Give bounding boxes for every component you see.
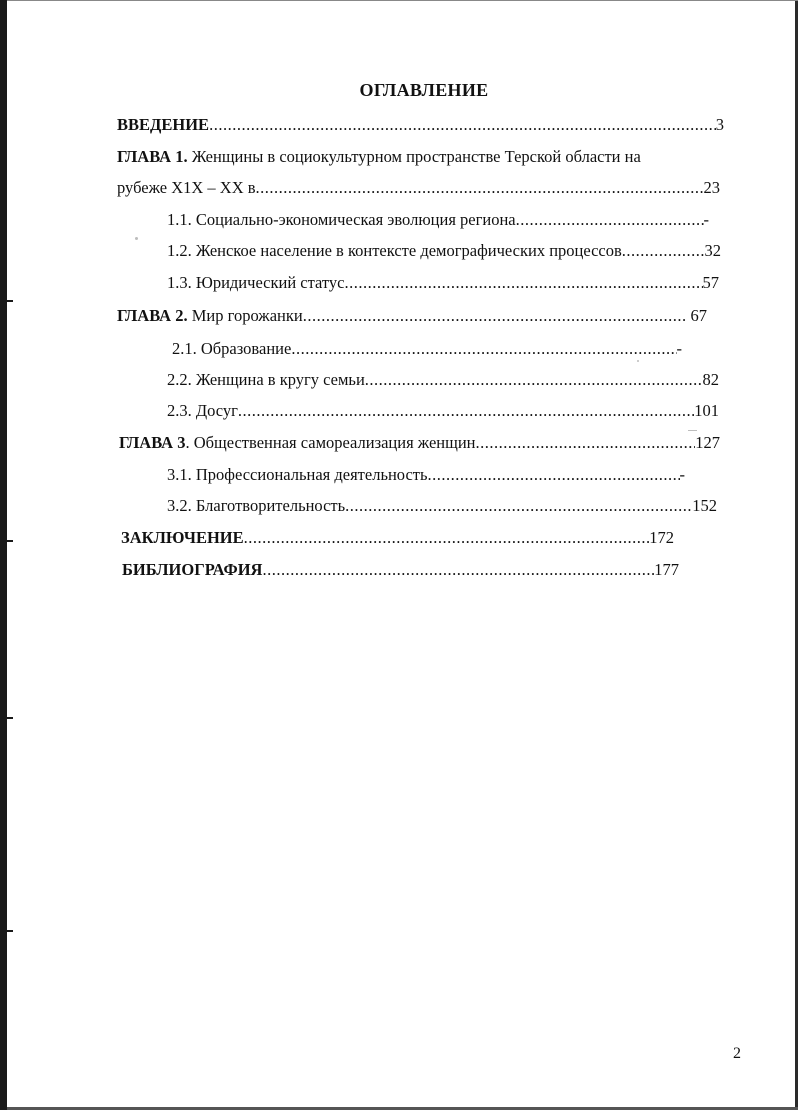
toc-leader: [622, 240, 705, 262]
toc-entry-label: 3.1. Профессиональная деятельность: [167, 465, 428, 484]
toc-entry-label: ВВЕДЕНИЕ: [117, 115, 210, 134]
toc-entry-page: 57: [702, 273, 719, 292]
scan-mark: [7, 930, 13, 932]
page-title: ОГЛАВЛЕНИЕ: [359, 80, 489, 100]
toc-entry-page: -: [703, 210, 709, 229]
toc-entry-1-1[interactable]: [167, 209, 709, 231]
toc-entry-page: 177: [654, 560, 679, 579]
toc-entry-page: 32: [704, 241, 721, 260]
toc-entry-label: 2.2. Женщина в кругу семьи: [167, 370, 365, 389]
toc-entry-bibliography[interactable]: [122, 559, 679, 581]
toc-chapter-title: . Общественная самореализация женщин: [185, 433, 476, 452]
toc-entry-label: 3.2. Благотворительность: [167, 496, 346, 515]
scan-speck: [637, 360, 639, 362]
toc-chapter-title: Женщины в социокультурном пространстве Терской области на: [187, 147, 641, 166]
toc-entry-chapter2[interactable]: [117, 305, 707, 327]
scan-mark: [7, 300, 13, 302]
toc-entry-3-1[interactable]: [167, 464, 685, 486]
toc-leader: [238, 400, 694, 422]
toc-leader: [256, 177, 704, 199]
toc-entry-label: ЗАКЛЮЧЕНИЕ: [121, 528, 244, 547]
toc-entry-page: 82: [702, 370, 719, 389]
toc-entry-page: 127: [695, 433, 720, 452]
toc-entry-chapter1-cont[interactable]: [117, 177, 720, 199]
toc-chapter-title-cont: рубеже Х1Х – ХХ в: [117, 178, 256, 197]
toc-entry-page: 172: [649, 528, 674, 547]
toc-entry-page: 152: [692, 496, 717, 515]
toc-entry-label: 2.3. Досуг: [167, 401, 238, 420]
toc-entry-page: -: [679, 465, 685, 484]
toc-leader: [244, 527, 650, 549]
toc-entry-chapter1[interactable]: [117, 146, 717, 168]
toc-entry-chapter3[interactable]: [119, 432, 720, 454]
toc-entry-label: 1.1. Социально-экономическая эволюция региона: [167, 210, 516, 229]
toc-entry-page: -: [676, 339, 682, 358]
toc-leader: [262, 559, 654, 581]
toc-leader: [428, 464, 680, 486]
toc-entry-2-2[interactable]: [167, 369, 719, 391]
toc-entry-page: 3: [715, 115, 724, 134]
toc-entry-label: 1.2. Женское население в контексте демографических процессов: [167, 241, 622, 260]
toc-entry-page: 101: [694, 401, 719, 420]
toc-entry-label: 2.1. Образование: [172, 339, 292, 358]
scan-left-edge: [0, 0, 7, 1110]
page-number: 2: [733, 1045, 741, 1062]
toc-entry-3-2[interactable]: [167, 495, 717, 517]
toc-entry-label: БИБЛИОГРАФИЯ: [122, 560, 263, 579]
toc-leader: [345, 495, 692, 517]
toc-leader: [476, 432, 696, 454]
scan-mark: [7, 540, 13, 542]
toc-leader: [345, 272, 703, 294]
toc-leader: [365, 369, 703, 391]
toc-chapter-label: ГЛАВА 3: [119, 433, 186, 452]
toc-entry-page: 67: [690, 306, 707, 325]
toc-leader: [303, 305, 687, 327]
toc-entry-1-2[interactable]: [167, 240, 721, 262]
toc-entry-page: 23: [703, 178, 720, 197]
scan-speck: [688, 430, 697, 431]
toc-entry-label: 1.3. Юридический статус: [167, 273, 345, 292]
toc-chapter-label: ГЛАВА 2.: [117, 306, 188, 325]
toc-chapter-title: Мир горожанки: [187, 306, 303, 325]
toc-leader: [291, 338, 676, 360]
scan-mark: [7, 717, 13, 719]
toc-entry-2-3[interactable]: [167, 400, 719, 422]
toc-chapter-label: ГЛАВА 1.: [117, 147, 188, 166]
toc-leader: [516, 209, 704, 231]
toc-entry-conclusion[interactable]: [121, 527, 674, 549]
toc-leader: [209, 114, 716, 136]
scan-speck: [135, 237, 138, 240]
toc-entry-intro[interactable]: [117, 114, 724, 136]
toc-entry-2-1[interactable]: [172, 338, 682, 360]
toc-entry-1-3[interactable]: [167, 272, 719, 294]
scan-top-edge: [7, 0, 798, 1]
